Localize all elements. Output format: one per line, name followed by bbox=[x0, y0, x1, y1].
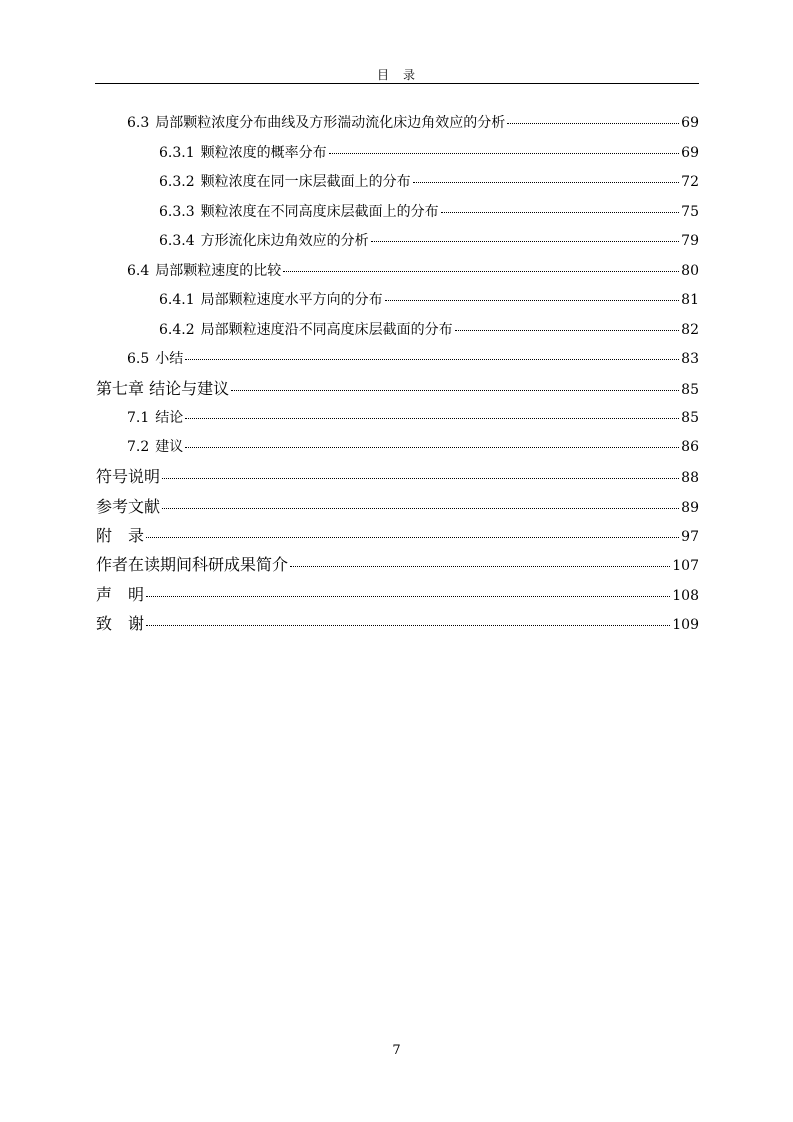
toc-entry-label: 6.3 局部颗粒浓度分布曲线及方形湍动流化床边角效应的分析 bbox=[127, 115, 506, 131]
dot-leader bbox=[162, 478, 679, 479]
toc-entry-page: 69 bbox=[681, 145, 699, 161]
toc-entry-label: 6.4.1 局部颗粒速度水平方向的分布 bbox=[159, 292, 383, 308]
toc-entry-7-2[interactable] bbox=[127, 436, 699, 456]
toc-entry-symbols[interactable] bbox=[96, 464, 699, 487]
toc-entry-6-3-2[interactable] bbox=[159, 171, 699, 191]
toc-entry-references[interactable] bbox=[96, 494, 699, 517]
toc-entry-label: 7.2 建议 bbox=[127, 439, 184, 455]
dot-leader bbox=[329, 153, 680, 154]
toc-entry-6-4-2[interactable] bbox=[159, 319, 699, 339]
dot-leader bbox=[185, 359, 679, 360]
toc-entry-page: 80 bbox=[681, 263, 699, 279]
dot-leader bbox=[146, 625, 670, 626]
toc-entry-label: 符号说明 bbox=[96, 467, 161, 486]
toc-entry-label: 第七章 结论与建议 bbox=[96, 379, 230, 398]
toc-entry-page: 85 bbox=[681, 382, 699, 398]
toc-entry-page: 85 bbox=[681, 410, 699, 426]
dot-leader bbox=[507, 123, 679, 124]
dot-leader bbox=[371, 241, 680, 242]
dot-leader bbox=[385, 300, 680, 301]
toc-entry-label: 参考文献 bbox=[96, 497, 161, 516]
toc-entry-page: 79 bbox=[681, 233, 699, 249]
toc-entry-6-3-4[interactable] bbox=[159, 230, 699, 250]
toc-entry-page: 89 bbox=[681, 500, 699, 516]
dot-leader bbox=[455, 330, 680, 331]
toc-entry-page: 88 bbox=[681, 470, 699, 486]
toc-entry-author-publications[interactable] bbox=[96, 552, 699, 575]
dot-leader bbox=[290, 566, 670, 567]
toc-entry-label: 7.1 结论 bbox=[127, 410, 184, 426]
toc-entry-label: 6.3.1 颗粒浓度的概率分布 bbox=[159, 145, 327, 161]
toc-entry-page: 109 bbox=[672, 617, 699, 633]
toc-entry-page: 108 bbox=[672, 588, 699, 604]
toc-entry-page: 72 bbox=[681, 174, 699, 190]
toc-entry-page: 81 bbox=[681, 292, 699, 308]
dot-leader bbox=[441, 212, 680, 213]
dot-leader bbox=[162, 508, 679, 509]
dot-leader bbox=[146, 596, 670, 597]
toc-entry-acknowledgements[interactable] bbox=[96, 611, 699, 634]
toc-entry-6-3-1[interactable] bbox=[159, 142, 699, 162]
dot-leader bbox=[146, 537, 679, 538]
toc-entry-6-4[interactable] bbox=[127, 260, 699, 280]
toc-entry-page: 86 bbox=[681, 439, 699, 455]
toc-entry-label: 6.5 小结 bbox=[127, 351, 184, 367]
toc-entry-label: 6.4 局部颗粒速度的比较 bbox=[127, 263, 282, 279]
dot-leader bbox=[283, 271, 679, 272]
dot-leader bbox=[413, 182, 680, 183]
page-number: 7 bbox=[392, 1043, 401, 1058]
toc-entry-label: 6.3.2 颗粒浓度在同一床层截面上的分布 bbox=[159, 174, 411, 190]
toc-entry-6-3[interactable] bbox=[127, 112, 699, 132]
toc-entry-6-4-1[interactable] bbox=[159, 289, 699, 309]
toc-entry-label: 作者在读期间科研成果简介 bbox=[96, 555, 289, 574]
toc-entry-page: 83 bbox=[681, 351, 699, 367]
toc-entry-page: 97 bbox=[681, 529, 699, 545]
toc-entry-appendix[interactable] bbox=[96, 523, 699, 546]
toc-entry-label: 致 谢 bbox=[96, 614, 145, 633]
toc-entry-page: 107 bbox=[672, 558, 699, 574]
dot-leader bbox=[185, 447, 679, 448]
toc-entry-label: 声 明 bbox=[96, 585, 145, 604]
toc-entry-label: 附 录 bbox=[96, 526, 145, 545]
toc-entry-page: 75 bbox=[681, 204, 699, 220]
toc-entry-declaration[interactable] bbox=[96, 582, 699, 605]
toc-entry-page: 82 bbox=[681, 322, 699, 338]
dot-leader bbox=[185, 418, 679, 419]
toc-entry-label: 6.3.4 方形流化床边角效应的分析 bbox=[159, 233, 369, 249]
toc-entry-chapter-7[interactable] bbox=[96, 376, 699, 399]
toc-entry-label: 6.3.3 颗粒浓度在不同高度床层截面上的分布 bbox=[159, 204, 439, 220]
header-divider bbox=[95, 83, 699, 84]
running-header-title: 目 录 bbox=[376, 68, 416, 82]
toc-entry-label: 6.4.2 局部颗粒速度沿不同高度床层截面的分布 bbox=[159, 322, 453, 338]
dot-leader bbox=[231, 390, 679, 391]
toc-entry-6-5[interactable] bbox=[127, 348, 699, 368]
toc-entry-7-1[interactable] bbox=[127, 407, 699, 427]
toc-entry-page: 69 bbox=[681, 115, 699, 131]
toc-entry-6-3-3[interactable] bbox=[159, 201, 699, 221]
